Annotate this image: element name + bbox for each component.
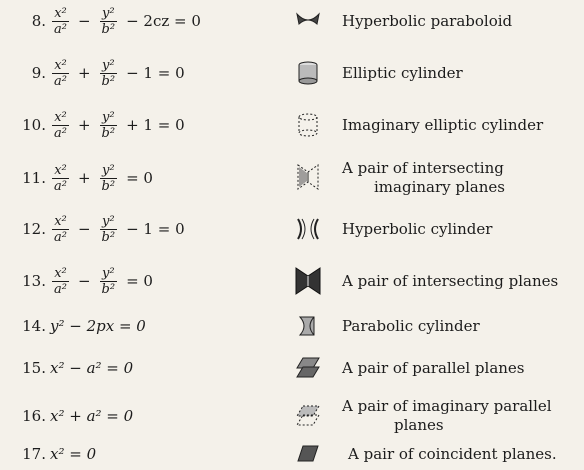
intersecting-planes-icon: [294, 267, 322, 295]
item-number: 16.: [22, 407, 46, 425]
elliptic-cylinder-icon: [294, 59, 322, 87]
item-number: 13.: [22, 272, 46, 290]
item-number: 9.: [31, 64, 46, 82]
surface-label: Parabolic cylinder: [342, 316, 480, 335]
equation-row-13: [0, 264, 584, 298]
item-number: 11.: [22, 169, 46, 187]
parallel-planes-icon: [294, 354, 322, 382]
fraction-x: $\frac{\text{x²}}{\text{a²}}$: [54, 162, 67, 194]
hyperbolic-cylinder-icon: [294, 215, 322, 243]
equation: $\frac{\text{x²}}{\text{a²}}$ + $\frac{\text{y²}}{\text{b²}}$ − 1 = 0: [54, 57, 185, 89]
equation-row-10: [0, 108, 584, 142]
fraction-y: $\frac{\text{y²}}{\text{b²}}$: [101, 265, 116, 297]
fraction-y: $\frac{\text{y²}}{\text{b²}}$: [101, 213, 116, 245]
fraction-x: $\frac{\text{x²}}{\text{a²}}$: [54, 213, 67, 245]
surface-label: Imaginary elliptic cylinder: [342, 115, 544, 134]
equation-row-9: [0, 56, 584, 90]
imaginary-elliptic-cylinder-icon: [294, 111, 322, 139]
equation-row-12: [0, 212, 584, 246]
parabolic-cylinder-icon: [294, 312, 322, 340]
imaginary-parallel-planes-icon: [294, 402, 322, 430]
equation-row-11: [0, 160, 584, 196]
item-number: 10.: [22, 116, 46, 134]
item-number: 15.: [22, 359, 46, 377]
equation: x² + a² = 0: [50, 407, 134, 425]
surface-label: Hyperbolic cylinder: [342, 219, 493, 238]
equation-row-16: [0, 398, 584, 434]
fraction-x: $\frac{\text{x²}}{\text{a²}}$: [54, 57, 67, 89]
fraction-y: $\frac{\text{y²}}{\text{b²}}$: [101, 109, 116, 141]
item-number: 12.: [22, 220, 46, 238]
surface-label: Elliptic cylinder: [342, 63, 463, 82]
equation: x² − a² = 0: [50, 359, 134, 377]
surface-label: A pair of parallel planes: [342, 358, 525, 377]
equation-row-8: [0, 4, 584, 38]
fraction-x: $\frac{\text{x²}}{\text{a²}}$: [54, 265, 67, 297]
fraction-x: $\frac{\text{x²}}{\text{a²}}$: [54, 109, 67, 141]
equation: $\frac{\text{x²}}{\text{a²}}$ − $\frac{\text{y²}}{\text{b²}}$ − 2cz = 0: [54, 5, 201, 37]
surface-label: A pair of coincident planes.: [348, 444, 557, 463]
equation: x² = 0: [50, 445, 97, 463]
coincident-planes-icon: [294, 440, 322, 468]
hyperbolic-paraboloid-icon: [294, 7, 322, 35]
item-number: 8.: [31, 12, 46, 30]
equation: $\frac{\text{x²}}{\text{a²}}$ + $\frac{\text{y²}}{\text{b²}}$ + 1 = 0: [54, 109, 185, 141]
fraction-y: $\frac{\text{y²}}{\text{b²}}$: [101, 162, 116, 194]
surface-label: A pair of imaginary parallel planes: [342, 397, 552, 434]
equation: $\frac{\text{x²}}{\text{a²}}$ − $\frac{\text{y²}}{\text{b²}}$ = 0: [54, 265, 153, 297]
equation-row-14: [0, 314, 584, 338]
item-number: 14.: [22, 317, 46, 335]
fraction-y: $\frac{\text{y²}}{\text{b²}}$: [101, 5, 116, 37]
surface-label: Hyperbolic paraboloid: [342, 11, 513, 30]
fraction-x: $\frac{\text{x²}}{\text{a²}}$: [54, 5, 67, 37]
fraction-y: $\frac{\text{y²}}{\text{b²}}$: [101, 57, 116, 89]
equation: $\frac{\text{x²}}{\text{a²}}$ − $\frac{\text{y²}}{\text{b²}}$ − 1 = 0: [54, 213, 185, 245]
surface-label: A pair of intersecting imaginary planes: [342, 159, 505, 196]
surface-label: A pair of intersecting planes: [342, 271, 559, 290]
equation-row-17: [0, 442, 584, 466]
equation: y² − 2px = 0: [50, 317, 146, 335]
intersecting-imaginary-planes-icon: [294, 164, 322, 192]
equation: $\frac{\text{x²}}{\text{a²}}$ + $\frac{\text{y²}}{\text{b²}}$ = 0: [54, 162, 153, 194]
equation-row-15: [0, 356, 584, 380]
item-number: 17.: [22, 445, 46, 463]
